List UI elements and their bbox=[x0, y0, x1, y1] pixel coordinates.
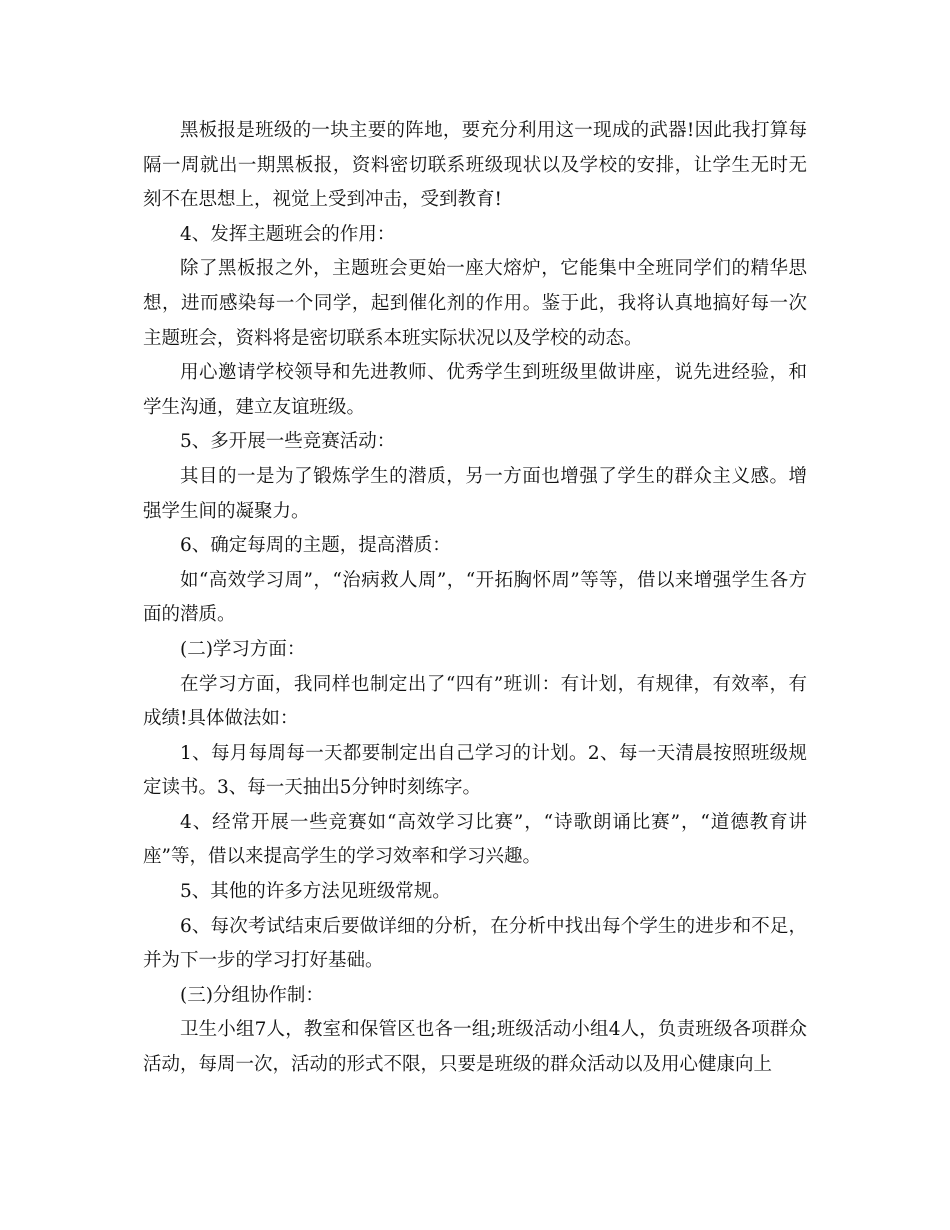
paragraph: 用心邀请学校领导和先进教师、优秀学生到班级里做讲座，说先进经验，和学生沟通，建立友谊班级。 bbox=[143, 362, 807, 418]
paragraph: 在学习方面，我同样也制定出了“四有”班训：有计划，有规律，有效率，有成绩!具体做法如： bbox=[143, 673, 807, 730]
paragraph: 如“高效学习周”，“治病救人周”，“开拓胸怀周”等等，借以来增强学生各方面的潜质。 bbox=[143, 569, 807, 626]
paragraph: 其目的一是为了锻炼学生的潜质，另一方面也增强了学生的群众主义感。增强学生间的凝聚力。 bbox=[143, 465, 807, 522]
section-heading: 5、多开展一些竞赛活动： bbox=[180, 431, 396, 453]
paragraph: 除了黑板报之外，主题班会更始一座大熔炉，它能集中全班同学们的精华思想，进而感染每一个同学，起到催化剂的作用。鉴于此，我将认真地搞好每一次主题班会，资料将是密切联系本班实际状况以及学校的动态。 bbox=[143, 258, 807, 349]
paragraph: 1、每月每周每一天都要制定出自己学习的计划。2、每一天清晨按照班级规定读书。3、每一天抽出5分钟时刻练字。 bbox=[143, 742, 807, 799]
paragraph: 黑板报是班级的一块主要的阵地，要充分利用这一现成的武器!因此我打算每隔一周就出一期黑板报，资料密切联系班级现状以及学校的安排，让学生无时无刻不在思想上，视觉上受到冲击，受到教育! bbox=[143, 120, 807, 211]
paragraph: 5、其他的许多方法见班级常规。 bbox=[180, 881, 451, 903]
section-heading: 4、发挥主题班会的作用： bbox=[180, 223, 396, 245]
paragraph: 卫生小组7人，教室和保管区也各一组;班级活动小组4人，负责班级各项群众活动，每周一次，活动的形式不限，只要是班级的群众活动以及用心健康向上 bbox=[143, 1019, 807, 1076]
section-heading: (三)分组协作制： bbox=[180, 984, 324, 1006]
paragraph: 6、每次考试结束后要做详细的分析，在分析中找出每个学生的进步和不足，并为下一步的学习打好基础。 bbox=[143, 915, 807, 972]
document-body bbox=[143, 114, 807, 1083]
paragraph: 4、经常开展一些竞赛如“高效学习比赛”，“诗歌朗诵比赛”，“道德教育讲座”等，借以来提高学生的学习效率和学习兴趣。 bbox=[143, 811, 807, 868]
section-heading: (二)学习方面： bbox=[180, 638, 306, 660]
section-heading: 6、确定每周的主题，提高潜质： bbox=[180, 535, 451, 557]
